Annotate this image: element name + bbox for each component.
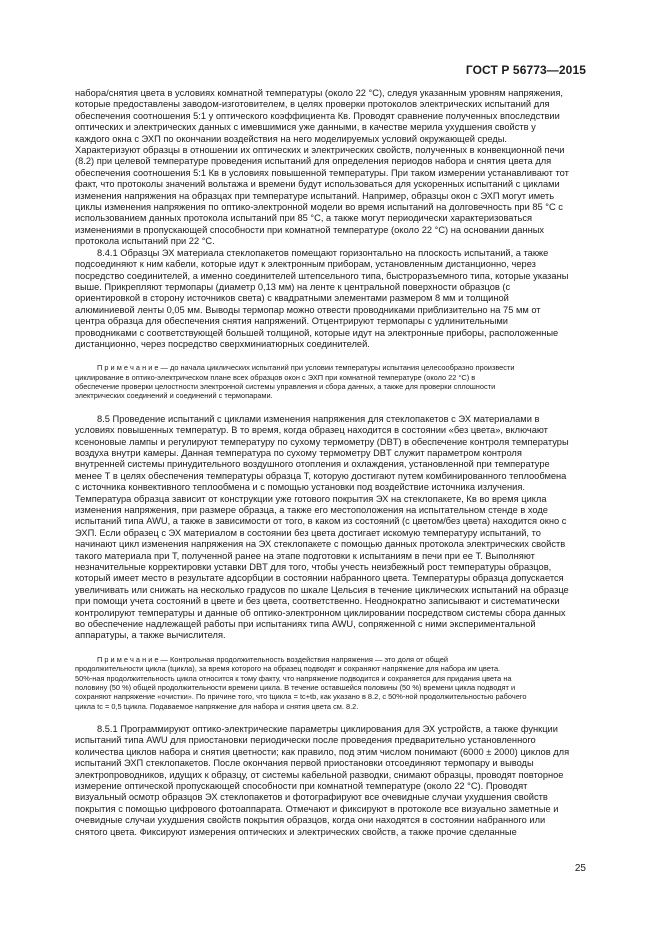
standard-number: ГОСТ Р 56773—2015 [465, 63, 586, 77]
paragraph-8-4-1: 8.4.1 Образцы ЭХ материала стеклопакетов помещают горизонтально на плоскость испытаний, а также подсоединяют к ним кабели, которые идут к электронным приборам, установленным дистанционно, через посредство соединителей, а именно соединителей штепсельного типа, быстроразъемного типа, которые указаны выше. Прикрепляют термопары (диаметр 0,13 мм) на ленте к центральной поверхности образцов (с ориентировкой в сторону источников света) с квадратными элементами размером 8 мм и толщиной алюминиевой ленты 0,05 мм. Выводы термопар можно отвести проводниками приблизительно на 75 мм от центра образца для обеспечения снятия напряжений. Отцентрируют термопары с удлинительными проводниками с соответствующей большей толщиной, которые идут на электронные приборы, расположенные дистанционно, через посредство сверхминиатюрных соединителей. [75, 247, 569, 349]
page-number: 25 [574, 863, 586, 874]
note-room-temperature-cycling: П р и м е ч а н и е — до начала циклических испытаний при условии температуры испытания целесообразно произвести циклирование в оптико-электрическом плане всех образцов окон с ЭХП при комнатной температуре (около 22 °С) в обеспечение проверки целостности электронной системы управления и сбора данных, а также для проверки сплошности электрических соединений и соединений с термопарами. [75, 363, 515, 401]
paragraph-8-5-1: 8.5.1 Программируют оптико-электрические параметры циклирования для ЭХ устройств, а также функции испытаний типа AWU для приостановки периодически после проведения предварительно установленного количества циклов набора и снятия цветности; как правило, под этим числом понимают (6000 ± 2000) циклов для испытаний ЭХП стеклопакетов. После окончания первой приостановки отсоединяют термопару и выводы электропроводников, идущих к образцу, от системы кабельной разводки, снимают образцы, проводят повторное измерение оптической пропускающей способности при комнатной температуре (около 22 °С). Проводят визуальный осмотр образцов ЭХ стеклопакетов и фотографируют все очевидные случаи ухудшения свойств покрытия с помощью цифрового фотоаппарата. Отмечают и фиксируют в протоколе все визуально заметные и очевидные случаи ухудшения свойств покрытия образцов, когда они находятся в состоянии набранного или снятого цвета. Фиксируют измерения оптических и электрических свойств, а также прочие сделанные [75, 723, 570, 837]
note-duty-cycle: П р и м е ч а н и е — Контрольная продолжительность воздействия напряжения — это доля от общей продолжительности цикла (tцикла), за время которого на образец подводят и сохраняют напряжение для набора им цвета. 50%-ная продолжительность цикла относится к тому факту, что напряжение подводится и сохраняется для придания цвета на половину (50 %) общей продолжительности времени цикла. В течение оставшейся половины (50 %) времени цикла подводят и сохраняют напряжение «очистки». По причине того, что tцикла = tc+tb, как указано в 8.2, с 50%-ной продолжительностью рабочего цикла tc = 0,5 tцикла. Подаваемое напряжение для набора и снятия цвета см. 8.2. [75, 654, 527, 711]
document-body [75, 88, 588, 838]
paragraph-continuation: набора/снятия цвета в условиях комнатной температуры (около 22 °С), следуя указанным уровням напряжения, которые предоставлены заводом-изготовителем, в целях проверки протоколов электрических испытаний для обеспечения соотношения 5:1 у оптического коэффициента Кв. Проводят сравнение полученных впоследствии оптических и электрических данных с имевшимися уже данными, в качестве мерила ухудшения свойств у каждого окна с ЭХП по окончании воздействия на него моделируемых условий окружающей среды. Характеризуют образцы в отношении их оптических и электрических свойств, полученных в конвекционной печи (8.2) при целевой температуре проведения испытаний для определения периодов набора и снятия цвета для обеспечения соотношения 5:1 Кв в условиях повышенной температуры. При таком измерении устанавливают тот факт, что протоколы значений вольтажа и времени будут использоваться для ускоренных испытаний с циклами изменения напряжения на образцах при температуре испытаний. Например, образцы окон с ЭХП могут иметь циклы изменения напряжения по оптико-электронной модели во время испытаний на долговечность при 85 °С с использованием данных протокола испытаний при 85 °С, а также могут периодически характеризоваться изменениями в пропускающей способности при комнатной температуре (около 22 °С) на основании данных протокола испытаний при 22 °С. [75, 88, 569, 247]
paragraph-8-5: 8.5 Проведение испытаний с циклами изменения напряжения для стеклопакетов с ЭХ материалами в условиях повышенных температур. В то время, когда образец находится в состоянии «без цвета», включают ксеноновые лампы и регулируют температуру по сухому термометру (DBT) в обеспечение контроля температуры воздуха внутри камеры. Данная температура по сухому термометру DBT служит параметром контроля внутренней системы принудительного воздушного отопления и охлаждения, установленной при температуре менее Т в целях обеспечения температуры образца Т, которую достигают путем комбинированного теплообмена с источника конвективного теплообмена и с помощью установки под воздействие источника излучения. Температура образца зависит от конструкции уже готового покрытия ЭХ на стеклопакете, Кв во время цикла изменения напряжения, при размере образца, а также его местоположения на испытательном стенде в ходе испытаний типа AWU, а также в зависимости от того, в каком из состояний (с цветом/без цвета) находится окно с ЭХП. Если образец с ЭХ материалом в состоянии без цвета достигает искомую температуру испытаний, то начинают цикл изменения напряжения на ЭХ стеклопакете с помощью данных протокола электрических свойств такого материала при Т, полученной ранее на этапе подготовки к испытаниям в печи при ее Т. Выполняют незначительные корректировки уставки DBT для того, чтобы учесть неизбежный рост температуры образцов, который имеет место в результате адсорбции в состоянии набранного цвета. Температуры образца допускается увеличивать или снижать на несколько градусов по шкале Цельсия в течение циклических испытаний на образце при помощи учета состояний в цвете и без цвета, соответственно. Неоднократно записывают и систематически контролируют температуры и данные об оптико-электронном циклировании посредством системы сбора данных во обеспечение надлежащей работы при испытаниях типа AWU, сопряженной с ними экспериментальной аппаратуры, а также вычислителя. [75, 413, 569, 641]
